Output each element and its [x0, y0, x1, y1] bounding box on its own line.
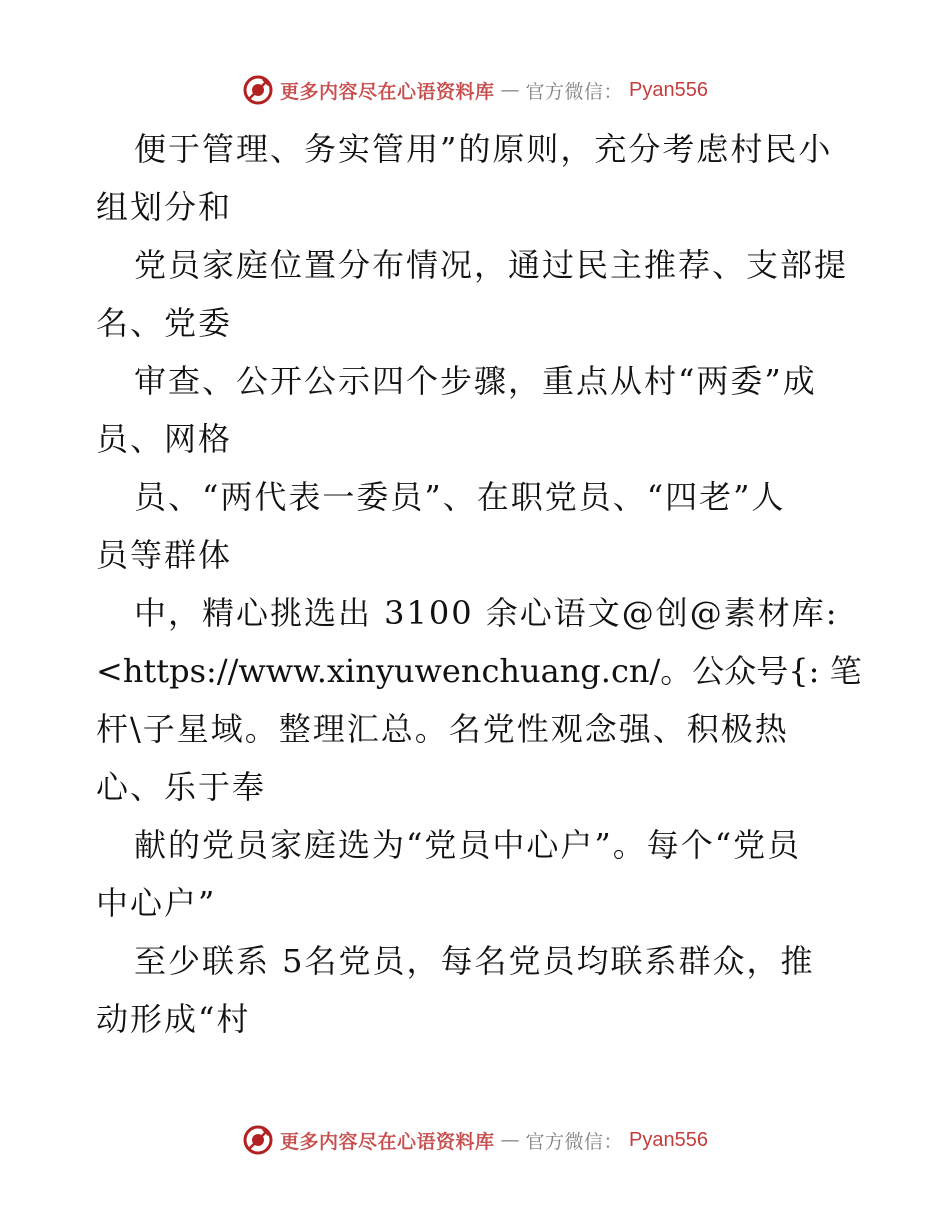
text-line-15: 至少联系 5名党员，每名党员均联系群众，推	[134, 942, 815, 980]
footer-watermark-label: 官方微信：	[525, 1130, 624, 1153]
footer-watermark-handle: Pyan556	[629, 1128, 708, 1151]
brand-logo-icon	[242, 1124, 274, 1156]
header-watermark	[242, 74, 708, 106]
header-watermark-dash: —	[500, 79, 520, 101]
document-body	[96, 120, 862, 1048]
brand-logo-icon	[242, 74, 274, 106]
text-line-10: <https://www.xinyuwenchuang.cn/。公众号{: 笔	[96, 652, 862, 690]
text-line-13: 献的党员家庭选为“党员中心户”。每个“党员	[134, 826, 802, 864]
text-line-4: 名、党委	[96, 304, 233, 342]
text-line-9: 中，精心挑选出 3100 余心语文@创@素材库:	[134, 594, 839, 632]
text-line-12: 心、乐于奉	[96, 768, 267, 806]
text-line-2: 组划分和	[96, 188, 233, 226]
page-header	[0, 70, 950, 110]
text-line-6: 员、网格	[96, 420, 233, 458]
header-watermark-handle: Pyan556	[629, 78, 708, 101]
footer-watermark	[242, 1124, 708, 1156]
text-line-14: 中心户”	[96, 884, 217, 922]
text-line-8: 员等群体	[96, 536, 233, 574]
text-line-1: 便于管理、务实管用”的原则，充分考虑村民小	[134, 130, 833, 168]
footer-watermark-text: 更多内容尽在心语资料库	[280, 1130, 495, 1153]
text-line-5: 审查、公开公示四个步骤，重点从村“两委”成	[134, 362, 817, 400]
page-footer	[0, 1120, 950, 1160]
text-line-3: 党员家庭位置分布情况，通过民主推荐、支部提	[134, 246, 849, 284]
header-watermark-text: 更多内容尽在心语资料库	[280, 80, 495, 103]
text-line-16: 动形成“村	[96, 1000, 251, 1038]
text-line-7: 员、“两代表一委员”、在职党员、“四老”人	[134, 478, 786, 516]
header-watermark-label: 官方微信：	[525, 80, 624, 103]
text-line-11: 杆\子星域。整理汇总。名党性观念强、积极热	[96, 710, 789, 748]
footer-watermark-dash: —	[500, 1129, 520, 1151]
